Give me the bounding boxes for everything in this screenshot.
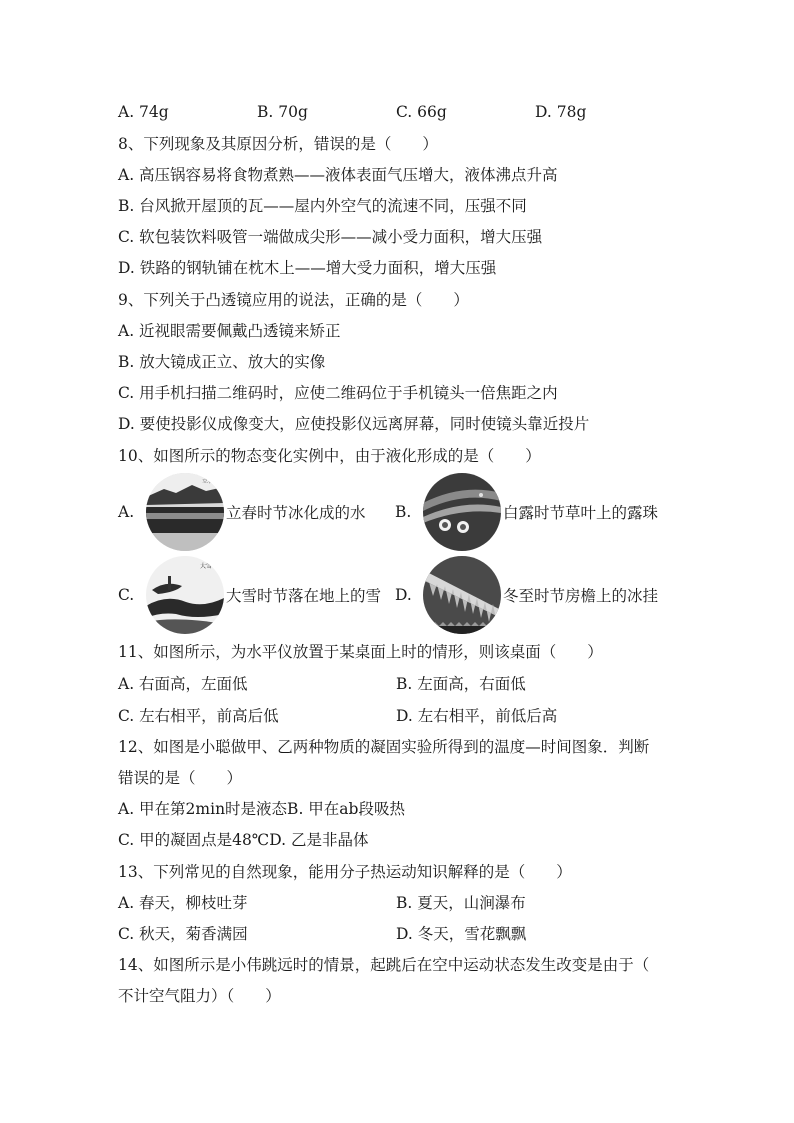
q10-option-b-letter: B. — [395, 503, 412, 521]
q13-option-b: B. 夏天，山涧瀑布 — [396, 894, 526, 912]
q14-stem-line-1: 14、如图所示是小伟跳远时的情景，起跳后在空中运动状态发生改变是由于（ — [118, 956, 650, 974]
q12-options-row-2: C. 甲的凝固点是48℃D. 乙是非晶体 — [118, 831, 369, 849]
q10-option-d-letter: D. — [395, 586, 412, 604]
q10-option-a-letter: A. — [118, 503, 135, 521]
snow-scene-image — [146, 556, 224, 634]
svg-text:大雪: 大雪 — [200, 563, 213, 570]
q10-option-d-caption: 冬至时节房檐上的冰挂 — [503, 587, 659, 605]
q8-option-d: D. 铁路的钢轨铺在枕木上——增大受力面积，增大压强 — [118, 259, 497, 277]
q10-option-c-caption: 大雪时节落在地上的雪 — [226, 587, 382, 605]
q8-option-b: B. 台风掀开屋顶的瓦——屋内外空气的流速不同，压强不同 — [118, 197, 527, 215]
svg-text:立春: 立春 — [202, 478, 215, 485]
q8-stem: 8、下列现象及其原因分析，错误的是（ ） — [118, 135, 438, 153]
q10-option-a — [118, 472, 366, 552]
q10-image-row-1 — [118, 472, 678, 552]
q9-option-b: B. 放大镜成正立、放大的实像 — [118, 353, 326, 371]
dew-on-grass-image — [423, 473, 501, 551]
q12-stem-line-1: 12、如图是小聪做甲、乙两种物质的凝固实验所得到的温度—时间图象．判断 — [118, 738, 650, 756]
q10-option-c — [118, 555, 381, 635]
q7-option-c: C. 66g — [396, 103, 447, 121]
q13-option-c: C. 秋天，菊香满园 — [118, 925, 248, 943]
q9-option-d: D. 要使投影仪成像变大，应使投影仪远离屏幕，同时使镜头靠近投片 — [118, 415, 590, 433]
q10-option-c-letter: C. — [118, 586, 135, 604]
q10-option-a-caption: 立春时节冰化成的水 — [226, 504, 366, 522]
q13-stem: 13、下列常见的自然现象，能用分子热运动知识解释的是（ ） — [118, 863, 572, 881]
q7-option-d: D. 78g — [535, 103, 587, 121]
q9-stem: 9、下列关于凸透镜应用的说法，正确的是（ ） — [118, 291, 469, 309]
q10-option-b-caption: 白露时节草叶上的露珠 — [503, 504, 659, 522]
q12-options-row-1: A. 甲在第2min时是液态B. 甲在ab段吸热 — [118, 800, 405, 818]
ice-melting-image — [146, 473, 224, 551]
q9-option-a: A. 近视眼需要佩戴凸透镜来矫正 — [118, 322, 341, 340]
q8-option-a: A. 高压锅容易将食物煮熟——液体表面气压增大，液体沸点升高 — [118, 166, 558, 184]
q11-stem: 11、如图所示，为水平仪放置于某桌面上时的情形，则该桌面（ ） — [118, 643, 603, 661]
q11-option-a: A. 右面高，左面低 — [118, 675, 248, 693]
q9-option-c: C. 用手机扫描二维码时，应使二维码位于手机镜头一倍焦距之内 — [118, 384, 558, 402]
q13-option-a: A. 春天，柳枝吐芽 — [118, 894, 248, 912]
q11-option-b: B. 左面高，右面低 — [396, 675, 526, 693]
q11-option-d: D. 左右相平，前低后高 — [396, 707, 558, 725]
q13-option-d: D. 冬天，雪花飘飘 — [396, 925, 527, 943]
q7-option-a: A. 74g — [118, 103, 169, 121]
q12-stem-line-2: 错误的是（ ） — [118, 769, 243, 787]
q14-stem-line-2: 不计空气阻力）（ ） — [118, 987, 281, 1005]
q10-option-d — [395, 555, 658, 635]
q10-stem: 10、如图所示的物态变化实例中，由于液化形成的是（ ） — [118, 447, 541, 465]
q11-option-c: C. 左右相平，前高后低 — [118, 707, 279, 725]
q10-option-b — [395, 472, 658, 552]
icicles-image — [423, 556, 501, 634]
q7-option-b: B. 70g — [257, 103, 308, 121]
q8-option-c: C. 软包装饮料吸管一端做成尖形——减小受力面积，增大压强 — [118, 228, 543, 246]
q10-image-row-2 — [118, 555, 678, 635]
